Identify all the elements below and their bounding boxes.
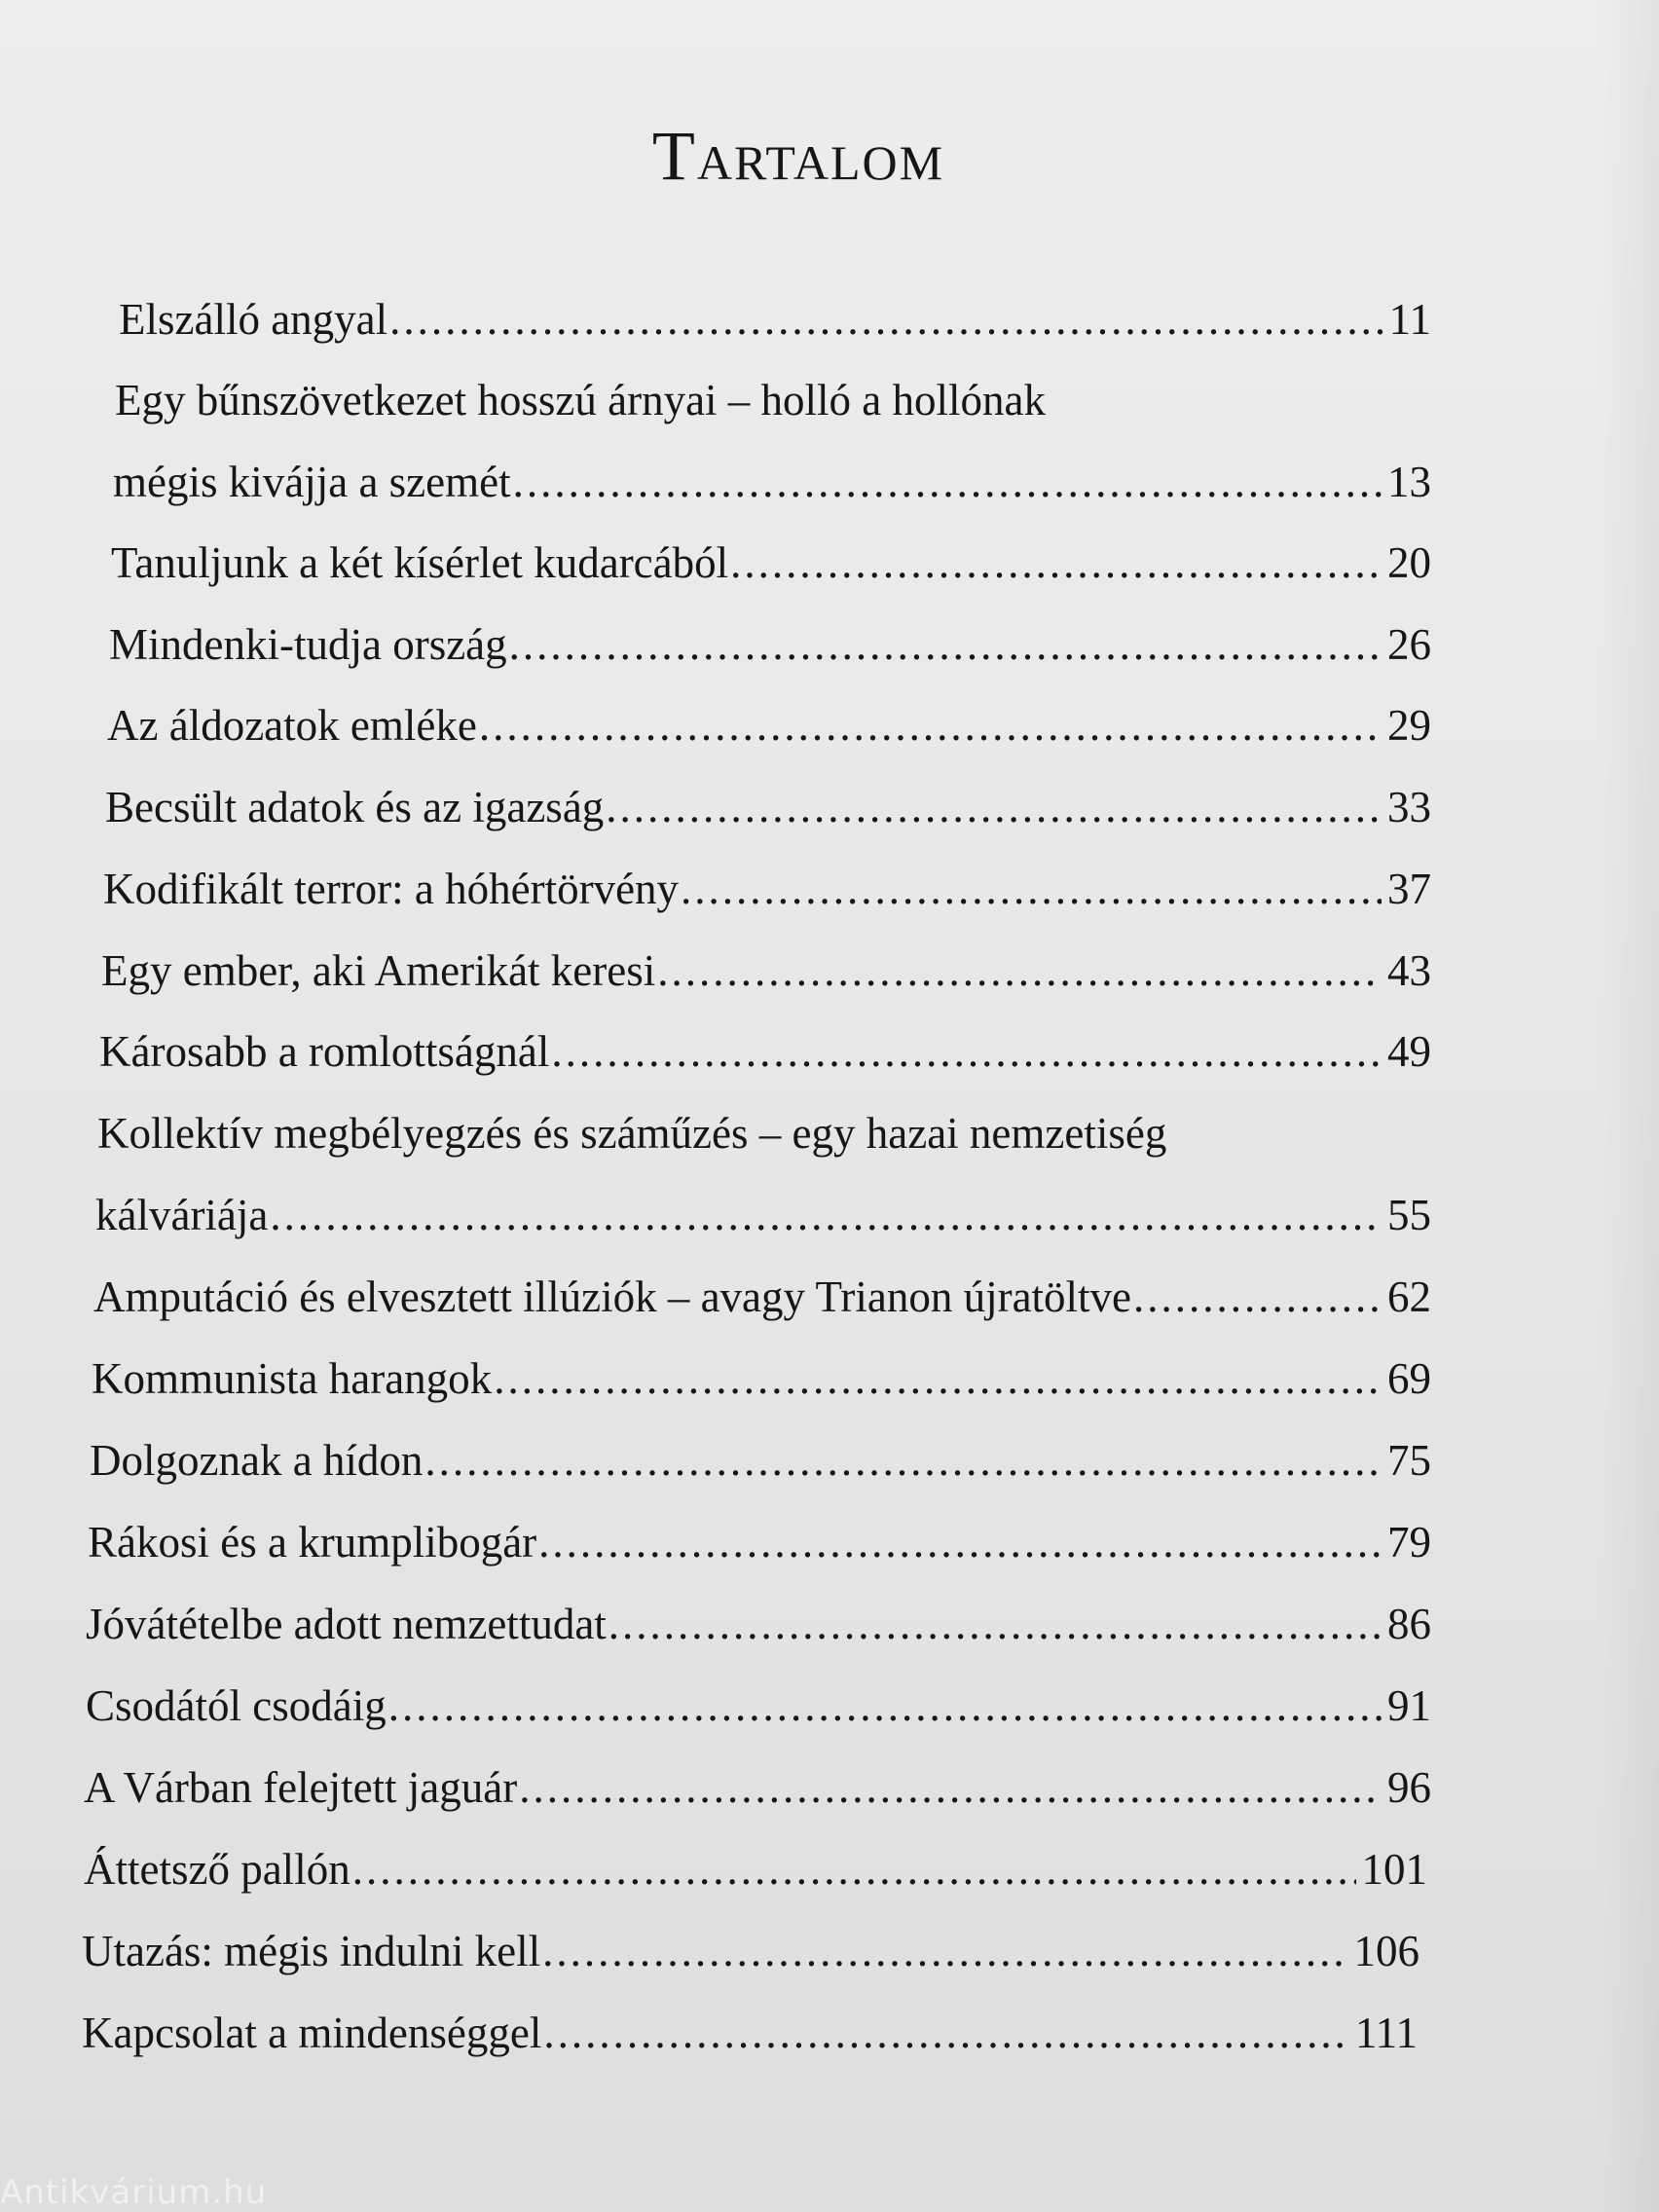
toc-leader-dots: [389, 298, 1383, 342]
toc-entry-page: 106: [1353, 1927, 1419, 1975]
toc-leader-dots: [513, 461, 1382, 504]
toc-entry-title: Elszálló angyal: [119, 295, 388, 344]
toc-leader-dots: [608, 1603, 1382, 1646]
toc-entry-page: 101: [1361, 1845, 1427, 1894]
toc-entry-title: Amputáció és elvesztett illúziók – avagy Trianon újratöltve: [93, 1272, 1132, 1321]
toc-leader-dots: [551, 1030, 1382, 1074]
page-title: Tartalom: [651, 117, 945, 196]
toc-leader-dots: [424, 1439, 1382, 1483]
toc-entry: [84, 1845, 1427, 1894]
toc-entry: [119, 295, 1431, 344]
toc-entry-page: 37: [1387, 865, 1431, 913]
toc-leader-dots: [657, 949, 1382, 993]
toc-leader-dots: [270, 1194, 1382, 1237]
toc-entry: [107, 701, 1431, 750]
toc-entry: [99, 1027, 1431, 1076]
toc-entry: [84, 1763, 1431, 1812]
toc-entry: [82, 1927, 1419, 1975]
toc-entry: [105, 783, 1431, 831]
toc-entry: [103, 867, 1431, 911]
toc-leader-dots: [494, 1357, 1382, 1401]
toc-entry: [101, 946, 1431, 995]
toc-entry-page: 75: [1387, 1436, 1431, 1485]
toc-entry-title: Kollektív megbélyegzés és száműzés – egy hazai nemzetiség: [97, 1109, 1167, 1158]
toc-entry-page: 20: [1387, 538, 1431, 587]
toc-entry-page: 96: [1387, 1763, 1431, 1812]
toc-entry: [90, 1436, 1431, 1485]
toc-entry-title: Károsabb a romlottságnál: [99, 1027, 550, 1076]
toc-entry: [92, 1354, 1431, 1403]
toc-entry-page: 33: [1387, 783, 1431, 831]
toc-entry-title: Egy ember, aki Amerikát keresi: [101, 946, 656, 995]
toc-leader-dots: [479, 704, 1382, 748]
toc-leader-dots: [606, 786, 1382, 830]
toc-entry-title: Egy bűnszövetkezet hosszú árnyai – holló a hollónak: [115, 376, 1047, 424]
toc-entry-title: Csodától csodáig: [86, 1681, 387, 1730]
toc-entry-page: 29: [1387, 701, 1431, 750]
toc-leader-dots: [681, 867, 1382, 911]
watermark: Antikvárium.hu: [0, 2173, 268, 2212]
toc-entry: [88, 1518, 1431, 1567]
toc-entry-title: Tanuljunk a két kísérlet kudarcából: [111, 538, 729, 587]
toc-entry-title: Jóvátételbe adott nemzettudat: [86, 1600, 607, 1648]
toc-entry-title-continued: mégis kivájja a szemét: [113, 458, 511, 506]
toc-entry-title: Becsült adatok és az igazság: [105, 783, 605, 831]
toc-leader-dots: [538, 1521, 1382, 1565]
toc-entry: [109, 620, 1431, 669]
toc-entry: [95, 1191, 1431, 1239]
toc-entry-title: Kodifikált terror: a hóhértörvény: [103, 865, 680, 913]
toc-entry-line-1: [115, 376, 1439, 424]
toc-entry: [113, 458, 1431, 506]
toc-entry-page: 91: [1387, 1681, 1431, 1730]
toc-entry-page: 49: [1387, 1027, 1431, 1076]
toc-entry-page: 86: [1387, 1600, 1431, 1648]
toc-entry-line-1: [97, 1109, 1441, 1158]
toc-entry-title: A Várban felejtett jaguár: [84, 1763, 518, 1812]
toc-entry-title: Dolgoznak a hídon: [90, 1436, 424, 1485]
toc-entry-title: Áttetsző pallón: [84, 1845, 350, 1894]
toc-leader-dots: [542, 1930, 1347, 1973]
toc-entry-title-continued: kálváriája: [95, 1191, 269, 1239]
toc-leader-dots: [509, 623, 1382, 667]
toc-entry-title: Mindenki-tudja ország: [109, 620, 507, 669]
toc-entry-page: 111: [1354, 2009, 1418, 2057]
toc-entry-page: 69: [1387, 1354, 1431, 1403]
toc-leader-dots: [543, 2011, 1348, 2055]
toc-entry: [93, 1272, 1431, 1321]
toc-entry-page: 13: [1387, 458, 1431, 506]
toc-leader-dots: [352, 1848, 1356, 1892]
toc-entry: [82, 2011, 1418, 2055]
toc-leader-dots: [1133, 1275, 1382, 1319]
toc-leader-dots: [388, 1684, 1382, 1728]
toc-entry-page: 55: [1387, 1191, 1431, 1239]
toc-entry: [86, 1600, 1431, 1648]
toc-entry: [111, 538, 1431, 587]
toc-entry-title: Rákosi és a krumplibogár: [88, 1518, 537, 1567]
toc-entry-page: 11: [1388, 295, 1431, 344]
toc-leader-dots: [730, 541, 1382, 585]
toc-entry-page: 26: [1387, 620, 1431, 669]
toc-entry: [86, 1681, 1431, 1730]
toc-entry-page: 62: [1387, 1272, 1431, 1321]
toc-entry-title: Utazás: mégis indulni kell: [82, 1927, 541, 1975]
toc-entry-title: Az áldozatok emléke: [107, 701, 477, 750]
toc-entry-title: Kapcsolat a mindenséggel: [82, 2009, 542, 2057]
toc-leader-dots: [519, 1766, 1382, 1810]
toc-entry-page: 43: [1387, 946, 1431, 995]
toc-entry-page: 79: [1387, 1518, 1431, 1567]
toc-entry-title: Kommunista harangok: [92, 1354, 493, 1403]
